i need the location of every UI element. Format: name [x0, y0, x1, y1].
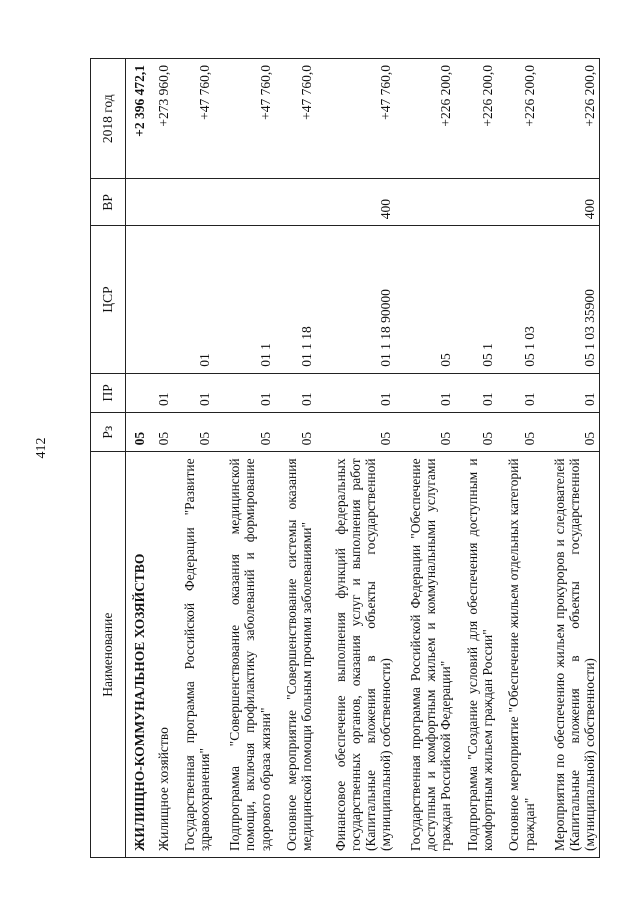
cell-rz: 05 [173, 413, 215, 452]
header-vr: ВР [91, 179, 126, 226]
page-number: 412 [34, 437, 49, 459]
table-row [539, 59, 600, 858]
header-amount: 2018 год [91, 59, 126, 180]
cell-name: Основное мероприятие "Обеспечение жильем отдельных категорий граждан" [497, 452, 539, 858]
cell-csr: 05 1 [455, 226, 497, 374]
table-row [395, 59, 455, 858]
cell-vr [149, 179, 172, 226]
cell-pr: 01 [275, 373, 317, 412]
table-header-row [91, 59, 126, 858]
cell-name: Государственная программа Российской Федерации "Развитие здравоохранения" [173, 452, 215, 858]
cell-rz: 05 [214, 413, 274, 452]
cell-amount: +47 760,0 [275, 59, 317, 180]
cell-amount: +226 200,0 [455, 59, 497, 180]
cell-csr: 01 1 [214, 226, 274, 374]
cell-amount: +2 396 472,1 [126, 59, 150, 180]
cell-vr [173, 179, 215, 226]
cell-pr: 01 [214, 373, 274, 412]
cell-pr [126, 373, 150, 412]
cell-csr: 05 1 03 [497, 226, 539, 374]
cell-csr: 05 [395, 226, 455, 374]
cell-vr [455, 179, 497, 226]
cell-rz: 05 [455, 413, 497, 452]
cell-pr: 01 [497, 373, 539, 412]
cell-vr: 400 [539, 179, 600, 226]
cell-vr [214, 179, 274, 226]
table-row [214, 59, 274, 858]
cell-csr [149, 226, 172, 374]
cell-amount: +273 960,0 [149, 59, 172, 180]
cell-rz: 05 [126, 413, 150, 452]
table-row [173, 59, 215, 858]
budget-table-wrapper [90, 58, 600, 858]
table-row [126, 59, 150, 858]
cell-pr: 01 [395, 373, 455, 412]
cell-csr: 05 1 03 35900 [539, 226, 600, 374]
cell-pr: 01 [173, 373, 215, 412]
table-row [316, 59, 395, 858]
cell-rz: 05 [275, 413, 317, 452]
cell-amount: +226 200,0 [539, 59, 600, 180]
cell-csr [126, 226, 150, 374]
cell-name: Подпрограмма "Совершенствование оказания медицинской помощи, включая профилактику заболеваний и формирование здорового образа жизни" [214, 452, 274, 858]
header-name: Наименование [91, 452, 126, 858]
cell-amount: +47 760,0 [214, 59, 274, 180]
header-pr: ПР [91, 373, 126, 412]
cell-amount: +226 200,0 [395, 59, 455, 180]
table-row [275, 59, 317, 858]
cell-csr: 01 1 18 90000 [316, 226, 395, 374]
cell-pr: 01 [455, 373, 497, 412]
cell-vr: 400 [316, 179, 395, 226]
cell-name: Государственная программа Российской Федерации "Обеспечение доступным и комфортным жильем и коммунальными услугами граждан Российской Федерации" [395, 452, 455, 858]
cell-rz: 05 [395, 413, 455, 452]
cell-name: Основное мероприятие "Совершенствование системы оказания медицинской помощи больным прочими заболеваниями" [275, 452, 317, 858]
cell-pr: 01 [539, 373, 600, 412]
cell-amount: +47 760,0 [173, 59, 215, 180]
table-row [455, 59, 497, 858]
table-row [149, 59, 172, 858]
cell-rz: 05 [539, 413, 600, 452]
cell-name: Финансовое обеспечение выполнения функций федеральных государственных органов, оказания услуг и выполнения работ (Капитальные вложения в объекты государственной (муниципальной) собственности) [316, 452, 395, 858]
cell-pr: 01 [316, 373, 395, 412]
cell-rz: 05 [316, 413, 395, 452]
header-rz: Рз [91, 413, 126, 452]
table-row [497, 59, 539, 858]
cell-name: ЖИЛИЩНО-КОММУНАЛЬНОЕ ХОЗЯЙСТВО [126, 452, 150, 858]
cell-name: Мероприятия по обеспечению жильем прокуроров и следователей (Капитальные вложения в объекты государственной (муниципальной) собственности) [539, 452, 600, 858]
header-csr: ЦСР [91, 226, 126, 374]
cell-amount: +47 760,0 [316, 59, 395, 180]
cell-csr: 01 1 18 [275, 226, 317, 374]
cell-rz: 05 [497, 413, 539, 452]
cell-vr [126, 179, 150, 226]
budget-table [90, 58, 600, 858]
cell-name: Подпрограмма "Создание условий для обеспечения доступным и комфортным жильем граждан России" [455, 452, 497, 858]
cell-vr [497, 179, 539, 226]
cell-vr [395, 179, 455, 226]
cell-amount: +226 200,0 [497, 59, 539, 180]
cell-pr: 01 [149, 373, 172, 412]
cell-rz: 05 [149, 413, 172, 452]
cell-name: Жилищное хозяйство [149, 452, 172, 858]
cell-vr [275, 179, 317, 226]
cell-csr: 01 [173, 226, 215, 374]
